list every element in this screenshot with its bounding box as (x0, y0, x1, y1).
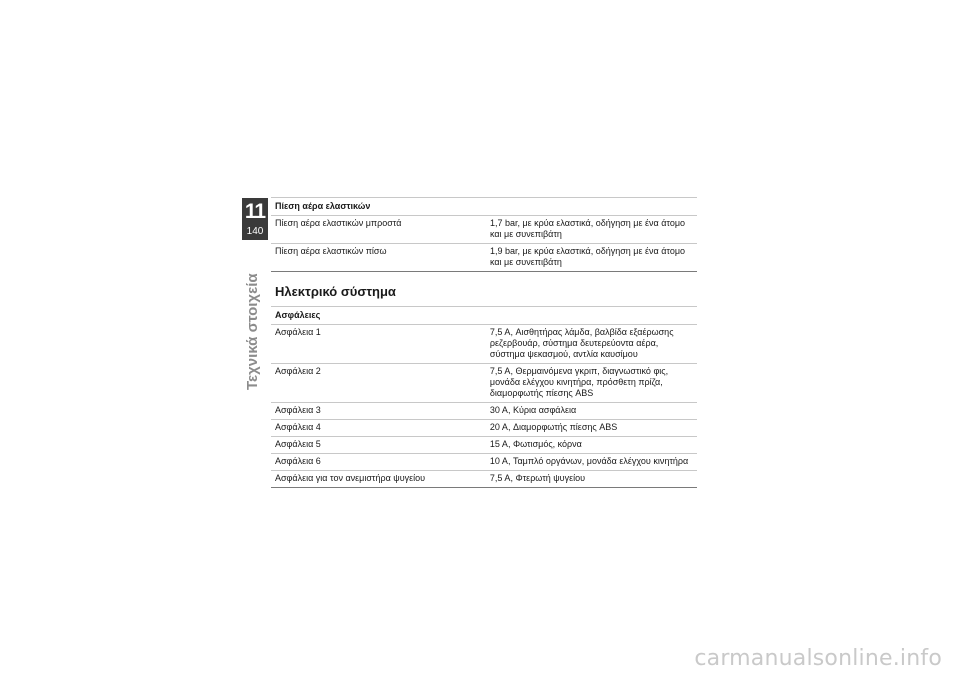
section-heading: Ηλεκτρικό σύστημα (275, 284, 396, 299)
row-value: 7,5 A, Θερμαινόμενα γκριπ, διαγνωστικό φις, μονάδα ελέγχου κινητήρα, πρόσθετη πρίζα, διαμορφωτής πίεσης ABS (482, 364, 697, 403)
table-row (271, 437, 697, 454)
chapter-side-title: Τεχνικά στοιχεία (244, 273, 261, 390)
table-row (271, 403, 697, 420)
watermark-link[interactable]: carmanualsonline.info (694, 646, 942, 671)
table-row (271, 325, 697, 364)
page-content (271, 197, 697, 488)
table-row (271, 420, 697, 437)
row-value: 10 A, Ταμπλό οργάνων, μονάδα ελέγχου κινητήρα (482, 454, 697, 471)
row-label: Ασφάλεια 4 (271, 420, 482, 437)
row-value: 7,5 A, Φτερωτή ψυγείου (482, 471, 697, 488)
row-label: Πίεση αέρα ελαστικών μπροστά (271, 216, 482, 244)
row-label: Ασφάλεια 6 (271, 454, 482, 471)
row-label: Ασφάλεια 3 (271, 403, 482, 420)
row-value: 30 A, Κύρια ασφάλεια (482, 403, 697, 420)
chapter-badge (242, 198, 268, 240)
table-header-row (271, 198, 697, 216)
row-label: Ασφάλεια 2 (271, 364, 482, 403)
row-value: 1,9 bar, με κρύα ελαστικά, οδήγηση με ένα άτομο και με συνεπιβάτη (482, 244, 697, 272)
tire-pressure-table (271, 197, 697, 272)
table-row (271, 471, 697, 488)
row-value: 1,7 bar, με κρύα ελαστικά, οδήγηση με ένα άτομο και με συνεπιβάτη (482, 216, 697, 244)
row-label: Ασφάλεια για τον ανεμιστήρα ψυγείου (271, 471, 482, 488)
row-value: 20 A, Διαμορφωτής πίεσης ABS (482, 420, 697, 437)
row-label: Ασφάλεια 1 (271, 325, 482, 364)
row-value: 15 A, Φωτισμός, κόρνα (482, 437, 697, 454)
row-label: Ασφάλεια 5 (271, 437, 482, 454)
fuses-header: Ασφάλειες (271, 307, 697, 325)
chapter-number: 11 (244, 200, 266, 223)
row-label: Πίεση αέρα ελαστικών πίσω (271, 244, 482, 272)
fuses-table (271, 306, 697, 488)
row-value: 7,5 A, Αισθητήρας λάμδα, βαλβίδα εξαέρωσης ρεζερβουάρ, σύστημα δευτερεύοντα αέρα, σύστημα ψεκασμού, αντλία καυσίμου (482, 325, 697, 364)
table-header-row (271, 307, 697, 325)
table-row (271, 364, 697, 403)
page-number: 140 (246, 226, 264, 237)
tire-pressure-header: Πίεση αέρα ελαστικών (271, 198, 697, 216)
table-row (271, 454, 697, 471)
table-row (271, 244, 697, 272)
table-row (271, 216, 697, 244)
